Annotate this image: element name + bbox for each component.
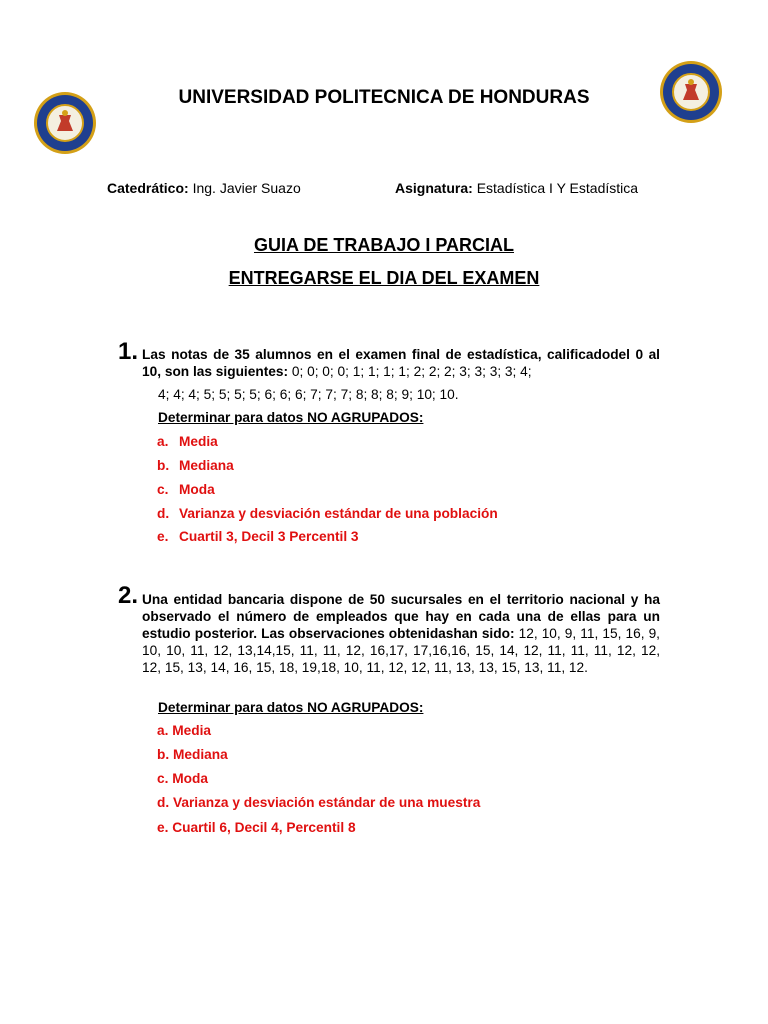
asignatura-label: Asignatura: (395, 180, 473, 196)
question-2-option-b: b. Mediana (157, 747, 228, 762)
question-2-text (142, 591, 660, 676)
question-1-option-a: a. Media (157, 434, 218, 449)
asignatura (395, 180, 638, 196)
question-1-number: 1. (118, 338, 139, 365)
question-2-option-a: a. Media (157, 723, 212, 738)
delivery-title: ENTREGARSE EL DIA DEL EXAMEN (228, 268, 540, 288)
question-1-option-e: e. Cuartil 3, Decil 3 Percentil 3 (157, 529, 359, 544)
question-2-intro: Una entidad bancaria dispone de 50 sucursales en el territorio nacional y ha observado el número de empleados que hay en cada una de ellas para un estudio posterior. Las observaciones obtenidashan sido: (142, 592, 660, 641)
question-1-option-c: c. Moda (157, 482, 215, 497)
guide-title: GUIA DE TRABAJO I PARCIAL (253, 235, 514, 255)
question-1-data-line2: 4; 4; 4; 5; 5; 5; 5; 6; 6; 6; 7; 7; 7; 8; 8; 8; 9; 10; 10. (158, 387, 459, 402)
question-2-data: 12, 10, 9, 11, 15, 16, 9, 10, 10, 11, 12, 13,14,15, 11, 11, 12, 16,17, 17,16,16, 15, 14, 12, 11, 11, 11, 12, 12, 12, 15, 13, 14, 16, 15, 18, 19,18, 10, 11, 12, 12, 11, 13, 13, 15, 13, 11, 12. (142, 626, 660, 675)
question-1-text (142, 346, 660, 380)
question-2-option-e: e. Cuartil 6, Decil 4, Percentil 8 (157, 820, 356, 835)
question-1-option-d: d. Varianza y desviación estándar de una población (157, 506, 498, 521)
university-name: UNIVERSIDAD POLITECNICA DE HONDURAS (178, 87, 590, 108)
question-2-number: 2. (118, 582, 139, 609)
question-2-option-c: c. Moda (157, 771, 208, 786)
question-2-determine: Determinar para datos NO AGRUPADOS: (158, 700, 424, 715)
question-1-data: 0; 0; 0; 0; 1; 1; 1; 1; 2; 2; 2; 3; 3; 3; 3; 4; (291, 364, 532, 379)
question-1-option-b: b. Mediana (157, 458, 234, 473)
catedratico (107, 180, 301, 196)
question-1-determine: Determinar para datos NO AGRUPADOS: (158, 410, 424, 425)
catedratico-label: Catedrático: (107, 180, 189, 196)
asignatura-value: Estadística I Y Estadística (476, 180, 639, 196)
question-1-intro: Las notas de 35 alumnos en el examen final de estadística, calificadodel 0 al 10, son las siguientes: (142, 347, 660, 379)
catedratico-value: Ing. Javier Suazo (192, 180, 301, 196)
question-2-option-d: d. Varianza y desviación estándar de una muestra (157, 795, 481, 810)
